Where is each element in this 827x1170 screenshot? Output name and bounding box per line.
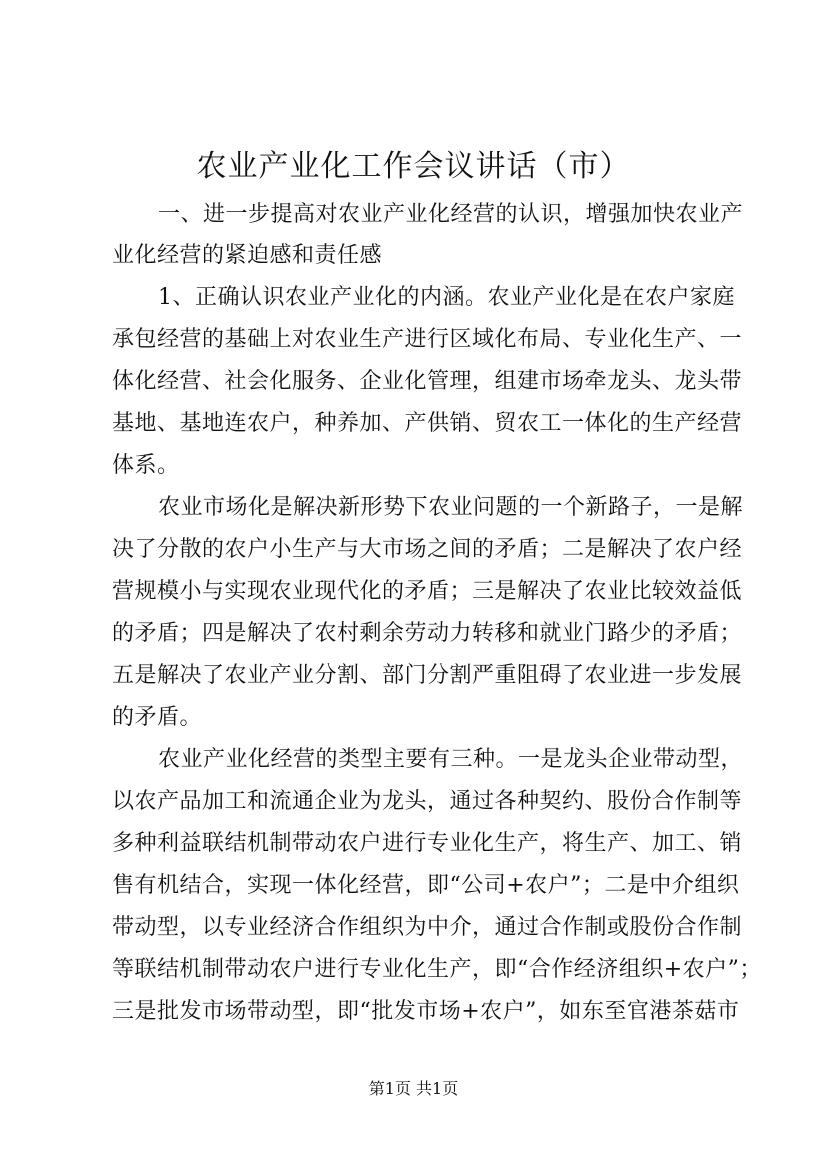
paragraph-line: 体化经营、社会化服务、企业化管理，组建市场牵龙头、龙头带 xyxy=(112,369,743,394)
paragraph-line: 营规模小与实现农业现代化的矛盾；三是解决了农业比较效益低 xyxy=(112,579,743,604)
paragraph-line: 基地、基地连农户，种养加、产供销、贸农工一体化的生产经营 xyxy=(112,411,743,436)
page-footer: 第1页 共1页 xyxy=(368,1079,459,1098)
paragraph-line: 的矛盾。 xyxy=(112,705,203,730)
document-title: 农业产业化工作会议讲话（市） xyxy=(196,149,631,184)
paragraph-line: 多种利益联结机制带动农户进行专业化生产，将生产、加工、销 xyxy=(112,831,743,856)
paragraph-line: 决了分散的农户小生产与大市场之间的矛盾；二是解决了农户经 xyxy=(112,537,743,562)
paragraph-line: 五是解决了农业产业分割、部门分割严重阻碍了农业进一步发展 xyxy=(112,663,743,688)
paragraph-line: 等联结机制带动农户进行专业化生产，即“合作经济组织+农户”； xyxy=(112,957,762,982)
paragraph-line: 带动型，以专业经济合作组织为中介，通过合作制或股份合作制 xyxy=(112,915,743,940)
paragraph-line: 售有机结合，实现一体化经营，即“公司+农户”；二是中介组织 xyxy=(112,873,740,898)
paragraph-line: 一、进一步提高对农业产业化经营的认识，增强加快农业产 xyxy=(158,202,744,227)
paragraph-line: 业化经营的紧迫感和责任感 xyxy=(112,243,383,268)
paragraph-line: 农业产业化经营的类型主要有三种。一是龙头企业带动型， xyxy=(158,747,744,772)
paragraph-line: 体系。 xyxy=(112,453,180,478)
paragraph-line: 承包经营的基础上对农业生产进行区域化布局、专业化生产、一 xyxy=(112,327,743,352)
paragraph-line: 1、正确认识农业产业化的内涵。农业产业化是在农户家庭 xyxy=(158,285,735,310)
paragraph-line: 以农产品加工和流通企业为龙头，通过各种契约、股份合作制等 xyxy=(112,789,743,814)
paragraph-line: 三是批发市场带动型，即“批发市场+农户”，如东至官港茶菇市 xyxy=(112,999,740,1024)
paragraph-line: 的矛盾；四是解决了农村剩余劳动力转移和就业门路少的矛盾； xyxy=(112,621,743,646)
paragraph-line: 农业市场化是解决新形势下农业问题的一个新路子，一是解 xyxy=(158,495,744,520)
